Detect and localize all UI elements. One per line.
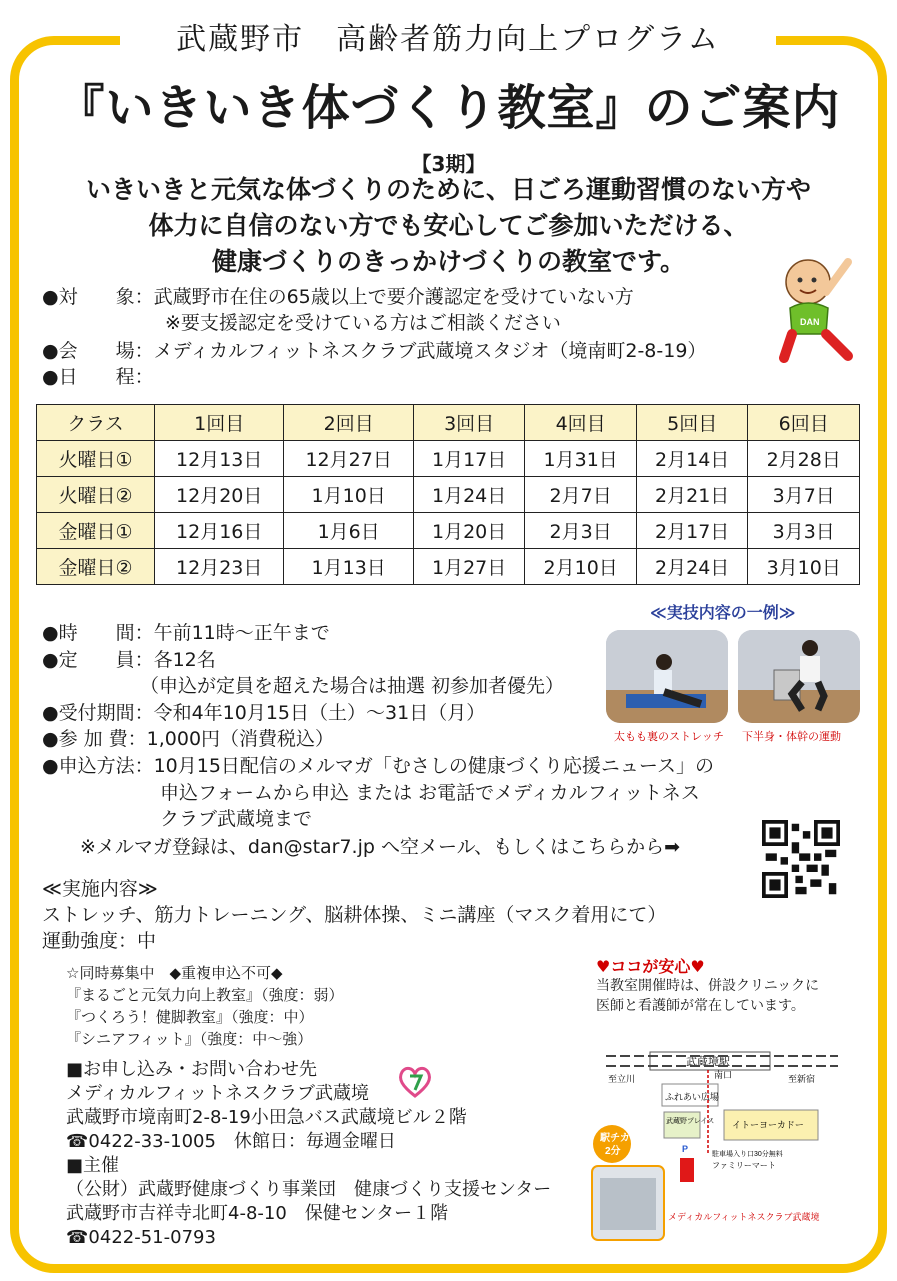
date-cell: 2月7日 <box>525 477 637 513</box>
table-row <box>37 513 860 549</box>
intro-line: 体力に自信のない方でも安心してご参加いただける、 <box>148 211 749 240</box>
contact-address: 武蔵野市境南町2-8-19小田急バス武蔵境ビル２階 <box>66 1107 467 1128</box>
date-cell: 12月23日 <box>155 549 284 585</box>
date-cell: 3月3日 <box>748 513 860 549</box>
sponsor-name: （公財）武蔵野健康づくり事業団 健康づくり支援センター <box>66 1179 552 1200</box>
contact-tel: ☎0422-33-1005 休館日：毎週金曜日 <box>66 1131 396 1152</box>
anshin-line: 医師と看護師が常在しています。 <box>596 998 805 1014</box>
sponsor-heading: ■主催 <box>66 1155 120 1176</box>
sponsor-address: 武蔵野市吉祥寺北町4-8-10 保健センター１階 <box>66 1203 449 1224</box>
squat-photo <box>738 630 860 723</box>
header-cell: 3回目 <box>413 405 525 441</box>
table-row <box>37 477 860 513</box>
stretch-photo <box>606 630 728 723</box>
eligibility-note: ※要支援認定を受けている方はご相談ください <box>165 312 561 334</box>
date-cell: 3月10日 <box>748 549 860 585</box>
venue-text: メディカルフィットネスクラブ武蔵境スタジオ（境南町2-8-19） <box>153 340 707 362</box>
venue-label: ●会 場： <box>42 340 154 362</box>
map-parking: 駐車場入り口30分無料 <box>712 1151 783 1158</box>
map-club: メディカルフィットネスクラブ武蔵境 <box>668 1212 820 1222</box>
header-cell: 5回目 <box>636 405 748 441</box>
date-cell: 2月14日 <box>636 441 748 477</box>
date-cell: 3月7日 <box>748 477 860 513</box>
date-cell: 12月27日 <box>284 441 413 477</box>
class-cell: 火曜日② <box>37 477 155 513</box>
contact-name: メディカルフィットネスクラブ武蔵境 <box>66 1083 369 1104</box>
map-plaza: ふれあい広場 <box>665 1092 720 1102</box>
concurrent-heading: ☆同時募集中 ◆重複申込不可◆ <box>66 964 283 982</box>
concurrent-item: 『つくろう！健脚教室』（強度：中） <box>66 1008 314 1026</box>
class-cell: 金曜日① <box>37 513 155 549</box>
date-cell: 2月24日 <box>636 549 748 585</box>
date-cell: 1月27日 <box>413 549 525 585</box>
period-info: ●受付期間：令和4年10月15日（土）～31日（月） <box>42 702 486 724</box>
anshin-body <box>596 976 819 1016</box>
map-to-shinjuku: 至新宿 <box>788 1074 816 1084</box>
sponsor-tel: ☎0422-51-0793 <box>66 1227 216 1248</box>
intro-line: いきいきと元気な体づくりのために、日ごろ運動習慣のない方や <box>85 175 811 204</box>
date-cell: 1月20日 <box>413 513 525 549</box>
intro-line: 健康づくりのきっかけづくりの教室です。 <box>211 247 685 276</box>
header-cell: 1回目 <box>155 405 284 441</box>
content-intensity: 運動強度：中 <box>42 930 157 952</box>
map-badge-text: 駅チカ <box>600 1133 630 1144</box>
class-cell: 火曜日① <box>37 441 155 477</box>
capacity-note: （申込が定員を超えた場合は抽選 初参加者優先） <box>140 675 565 697</box>
venue <box>42 338 706 364</box>
class-cell: 金曜日② <box>37 549 155 585</box>
anshin-line: 当教室開催時は、併設クリニックに <box>596 978 820 994</box>
term-label: 【3期】 <box>411 152 486 176</box>
mascot-illustration <box>778 252 858 364</box>
date-cell: 12月13日 <box>155 441 284 477</box>
header-cell: 6回目 <box>748 405 860 441</box>
concurrent-item: 『シニアフィット』（強度：中～強） <box>66 1030 313 1048</box>
mail-info: ※メルマガ登録は、dan@star7.jp へ空メール、もしくはこちらから➡ <box>80 836 680 858</box>
date-cell: 2月10日 <box>525 549 637 585</box>
page-title: 『いきいき体づくり教室』のご案内 <box>56 80 841 136</box>
squat-caption: 下半身・体幹の運動 <box>742 730 841 743</box>
concurrent-item: 『まるごと元気力向上教室』（強度：弱） <box>66 986 344 1004</box>
contact-heading: ■お申し込み・お問い合わせ先 <box>66 1059 318 1080</box>
access-map <box>590 1034 850 1244</box>
header-cell: 4回目 <box>525 405 637 441</box>
map-to-tachikawa: 至立川 <box>608 1074 636 1084</box>
schedule-header-row <box>37 405 860 441</box>
date-cell: 1月31日 <box>525 441 637 477</box>
date-cell: 2月28日 <box>748 441 860 477</box>
stretch-caption: 太もも裏のストレッチ <box>614 730 724 743</box>
anshin-title: ♥ココが安心♥ <box>596 957 705 976</box>
schedule-table <box>36 404 860 585</box>
date-cell: 2月21日 <box>636 477 748 513</box>
date-cell: 1月10日 <box>284 477 413 513</box>
qr-code[interactable] <box>762 820 840 898</box>
content-items: ストレッチ、筋力トレーニング、脳耕体操、ミニ講座（マスク着用にて） <box>42 904 667 926</box>
map-station: 武蔵境駅 <box>686 1056 730 1068</box>
eligibility <box>42 284 634 310</box>
club-logo-heart-icon <box>398 1066 432 1098</box>
date-cell: 12月16日 <box>155 513 284 549</box>
eligibility-label: ●対 象： <box>42 286 154 308</box>
capacity-info: ●定 員：各12名 <box>42 649 216 671</box>
time-info: ●時 間：午前11時～正午まで <box>42 622 330 644</box>
squat-photo-image <box>738 630 860 723</box>
fee-info: ●参 加 費：1,000円（消費税込） <box>42 728 335 750</box>
apply-info: ●申込方法：10月15日配信のメルマガ「むさしの健康づくり応援ニュース」の <box>42 755 714 777</box>
date-cell: 1月17日 <box>413 441 525 477</box>
apply-info-line3: クラブ武蔵境まで <box>160 808 313 830</box>
map-place: 武蔵野プレイス <box>666 1118 715 1125</box>
eligibility-text: 武蔵野市在住の65歳以上で要介護認定を受けていない方 <box>153 286 634 308</box>
date-cell: 2月17日 <box>636 513 748 549</box>
stretch-photo-image <box>606 630 728 723</box>
date-cell: 12月20日 <box>155 477 284 513</box>
org-title: 武蔵野市 高齢者筋力向上プログラム <box>120 20 776 60</box>
table-row <box>37 549 860 585</box>
header-cell: クラス <box>37 405 155 441</box>
mascot-shirt-text: DAN <box>800 317 820 327</box>
date-cell: 1月6日 <box>284 513 413 549</box>
date-cell: 2月3日 <box>525 513 637 549</box>
examples-title: ≪実技内容の一例≫ <box>650 603 796 622</box>
intro-text <box>0 172 897 280</box>
table-row <box>37 441 860 477</box>
map-badge-minutes: 2分 <box>605 1146 621 1157</box>
date-cell: 1月24日 <box>413 477 525 513</box>
apply-info-line2: 申込フォームから申込 または お電話でメディカルフィットネス <box>160 782 700 804</box>
map-parking-icon: P <box>682 1144 689 1154</box>
map-itoyokado: イトーヨーカドー <box>732 1120 804 1130</box>
map-familymart: ファミリーマート <box>712 1161 776 1170</box>
header-cell: 2回目 <box>284 405 413 441</box>
map-south-exit: 南口 <box>714 1070 733 1080</box>
content-heading: ≪実施内容≫ <box>42 878 158 900</box>
date-cell: 1月13日 <box>284 549 413 585</box>
dates-label: ●日 程： <box>42 366 154 388</box>
